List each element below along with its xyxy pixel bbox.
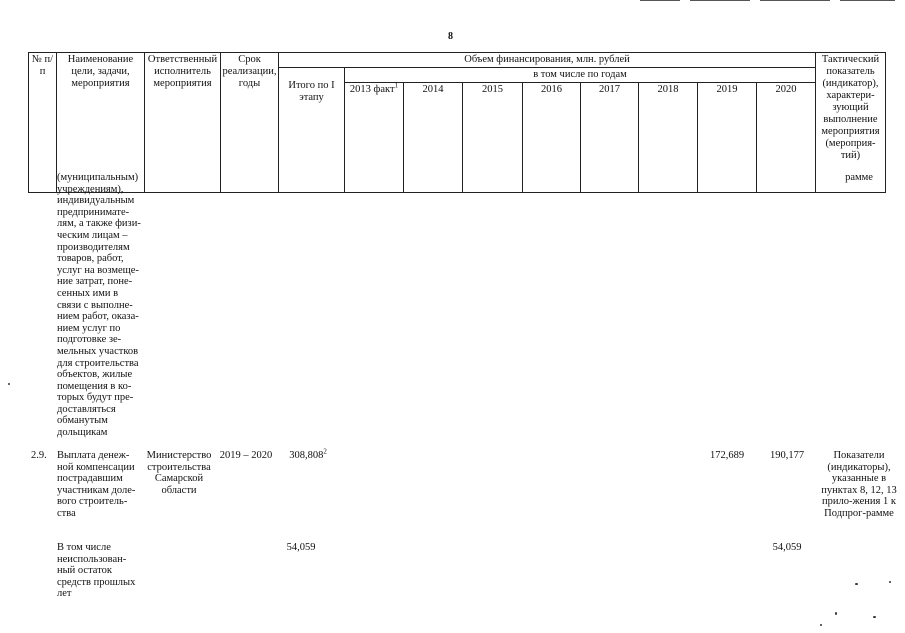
- header-term: Срок реализации, годы: [221, 53, 279, 193]
- header-name: Наименование цели, задачи, мероприятия: [57, 53, 145, 193]
- header-by-years: в том числе по годам: [345, 68, 816, 83]
- scan-speck: [889, 581, 891, 583]
- row-29-executor: Министерство строительства Самарской области: [146, 450, 212, 496]
- table-header: [28, 52, 886, 193]
- row-29-y2020: 190,177: [769, 450, 805, 461]
- row-29-num: 2.9.: [31, 450, 47, 461]
- header-year-2016: 2016: [523, 83, 581, 193]
- row-29-sub-total: 54,059: [286, 542, 316, 553]
- header-year-2018: 2018: [639, 83, 698, 193]
- footnote-mark: 1: [394, 81, 399, 90]
- scan-speck: [835, 612, 837, 615]
- continuation-name: (муниципальным) учреждениям), индивидуальным предпринимате-лям, а также физи-ческим лицам – производителям товаров, работ, услуг на возмеще-ние затрат, поне-сенных ими в связи с выполне-нием работ, оказа-нием услуг по подготовке зе-мельных участков для строительства объектов, жилые помещения в ко-торых будут пре-доставляться обманутым дольщикам: [57, 172, 141, 439]
- header-year-2020: 2020: [757, 83, 816, 193]
- row-29-y2019: 172,689: [709, 450, 745, 461]
- top-edge-marks: [640, 0, 900, 2]
- page-number: 8: [448, 31, 453, 42]
- row-29-sub-y2020: 54,059: [772, 542, 802, 553]
- row-29-total: 308,808$^2$: [289, 447, 327, 461]
- header-year-2019: 2019: [698, 83, 757, 193]
- header-executor: Ответственный исполнитель мероприятия: [145, 53, 221, 193]
- header-funding: Объем финансирования, млн. рублей: [279, 53, 816, 68]
- row-29-name: Выплата денеж-ной компенсации пострадавшим участникам доле-вого строитель-ства: [57, 450, 136, 519]
- row-29-indicator: Показатели (индикаторы), указанные в пунктах 8, 12, 13 прило-жения 1 к Подпрог-рамме: [821, 450, 897, 519]
- row-29-sub-name: В том числе неиспользован-ный остаток средств прошлых лет: [57, 542, 136, 600]
- footnote-mark: 2: [323, 447, 327, 456]
- scan-speck: [8, 383, 10, 385]
- header-num: № п/п: [29, 53, 57, 193]
- scan-speck: [855, 583, 858, 585]
- scan-speck: [820, 624, 822, 626]
- header-year-2014: 2014: [404, 83, 463, 193]
- row-29-term: 2019 – 2020: [219, 450, 273, 461]
- header-year-2013: 2013 факт$^1$: [345, 83, 404, 193]
- scan-speck: [873, 616, 876, 618]
- header-year-2017: 2017: [581, 83, 639, 193]
- header-year-2015: 2015: [463, 83, 523, 193]
- header-indicator: Тактический показатель (индикатор), характери-зующий выполнение мероприятия (мероприя-тий): [816, 53, 886, 193]
- header-total: Итого по I этапу: [279, 68, 345, 193]
- continuation-indicator: рамме: [845, 172, 873, 183]
